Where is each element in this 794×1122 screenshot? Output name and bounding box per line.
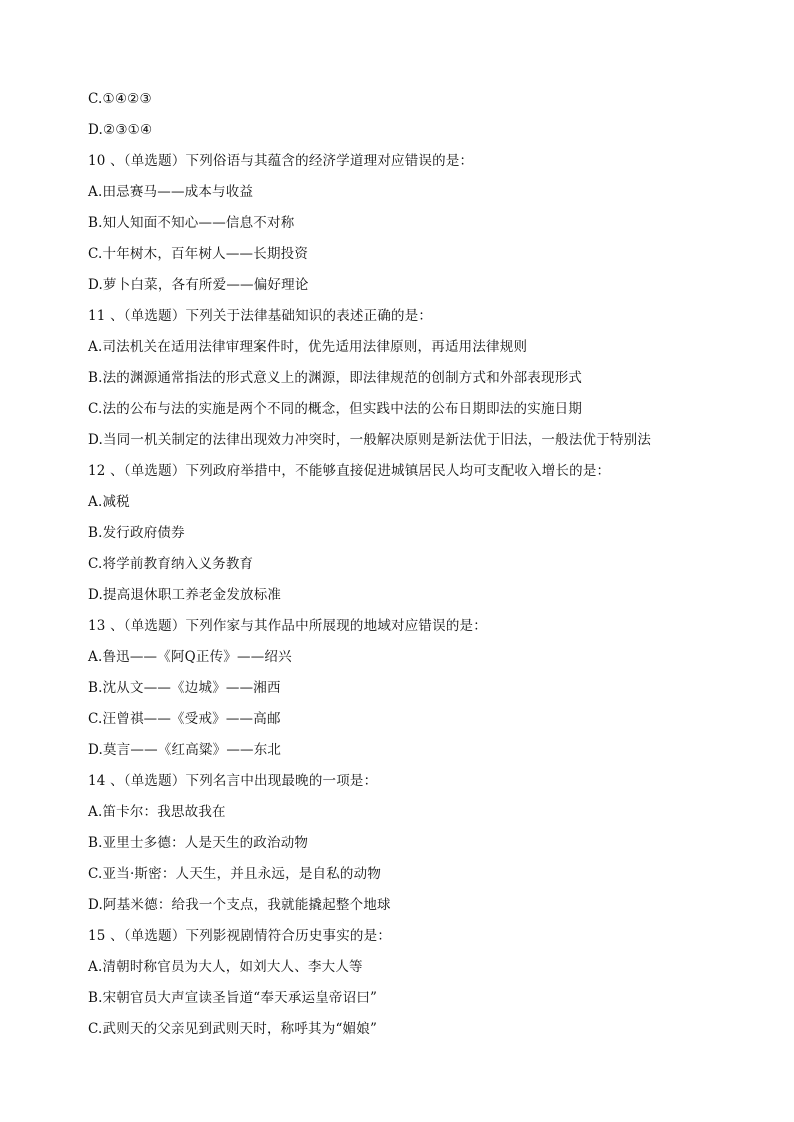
option-a-q14: A.笛卡尔：我思故我在 [88, 804, 226, 820]
question-14: 14 、（单选题）下列名言中出现最晚的一项是： [88, 773, 378, 789]
option-b-q15: B.宋朝官员大声宣读圣旨道“奉天承运皇帝诏曰” [88, 990, 378, 1006]
question-11: 11 、（单选题）下列关于法律基础知识的表述正确的是： [88, 308, 433, 324]
option-c-q12: C.将学前教育纳入义务教育 [88, 556, 254, 572]
option-a-q13: A.鲁迅——《阿Q正传》——绍兴 [88, 649, 292, 665]
option-a-q12: A.减税 [88, 494, 130, 510]
option-b-q11: B.法的渊源通常指法的形式意义上的渊源，即法律规范的创制方式和外部表现形式 [88, 370, 583, 386]
option-b-q14: B.亚里士多德：人是天生的政治动物 [88, 835, 309, 851]
option-a-q11: A.司法机关在适用法律审理案件时，优先适用法律原则，再适用法律规则 [88, 339, 528, 355]
option-c-q14: C.亚当·斯密：人天生，并且永远，是自私的动物 [88, 866, 382, 882]
option-c-q10: C.十年树木，百年树人——长期投资 [88, 246, 309, 262]
option-c-q11: C.法的公布与法的实施是两个不同的概念，但实践中法的公布日期即法的实施日期 [88, 401, 583, 417]
option-b-q13: B.沈从文——《边城》——湘西 [88, 680, 281, 696]
option-b-q10: B.知人知面不知心——信息不对称 [88, 215, 295, 231]
option-a-q15: A.清朝时称官员为大人，如刘大人、李大人等 [88, 959, 363, 975]
option-a-q10: A.田忌赛马——成本与收益 [88, 184, 254, 200]
question-15: 15 、（单选题）下列影视剧情符合历史事实的是： [88, 928, 392, 944]
option-b-q12: B.发行政府债券 [88, 525, 185, 541]
option-d-q9: D.②③①④ [88, 122, 153, 138]
question-10: 10 、（单选题）下列俗语与其蕴含的经济学道理对应错误的是： [88, 153, 474, 169]
option-d-q10: D.萝卜白菜，各有所爱——偏好理论 [88, 277, 309, 293]
option-c-q9: C.①④②③ [88, 91, 152, 107]
option-d-q12: D.提高退休职工养老金发放标准 [88, 587, 282, 603]
option-d-q11: D.当同一机关制定的法律出现效力冲突时，一般解决原则是新法优于旧法，一般法优于特别法 [88, 432, 652, 448]
option-c-q15: C.武则天的父亲见到武则天时，称呼其为“媚娘” [88, 1021, 378, 1037]
document-page [88, 84, 728, 1045]
option-c-q13: C.汪曾祺——《受戒》——高邮 [88, 711, 281, 727]
question-12: 12 、（单选题）下列政府举措中，不能够直接促进城镇居民人均可支配收入增长的是： [88, 463, 611, 479]
option-d-q13: D.莫言——《红高粱》——东北 [88, 742, 282, 758]
option-d-q14: D.阿基米德：给我一个支点，我就能撬起整个地球 [88, 897, 391, 913]
question-13: 13 、（单选题）下列作家与其作品中所展现的地域对应错误的是： [88, 618, 487, 634]
